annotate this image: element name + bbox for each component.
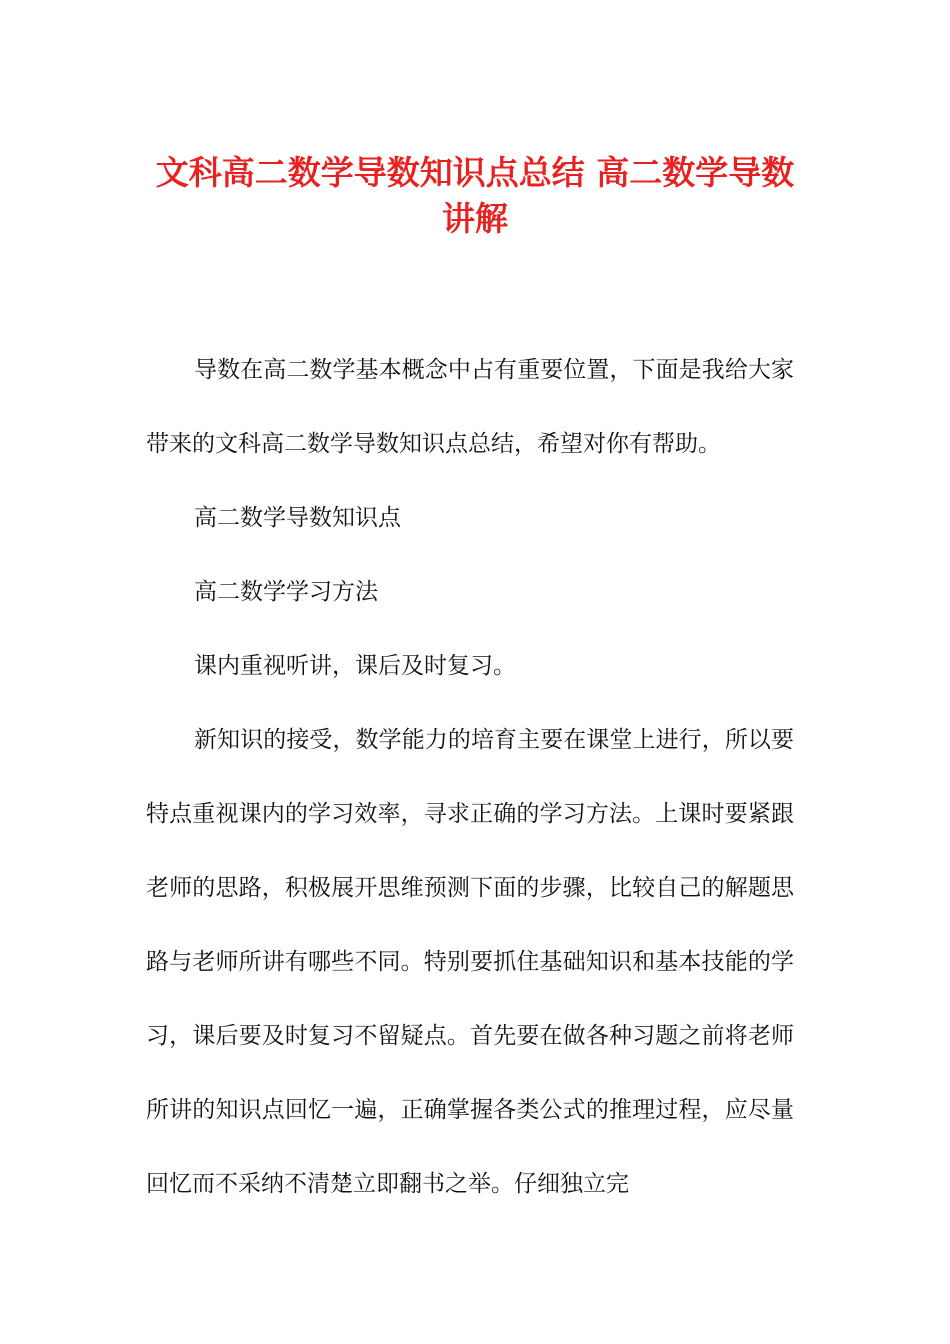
document-title: 文科高二数学导数知识点总结 高二数学导数讲解: [155, 153, 795, 238]
document-body: [146, 333, 794, 1221]
paragraph-heading-knowledge: 高二数学导数知识点: [194, 505, 401, 531]
paragraph-heading-method: 高二数学学习方法: [194, 579, 378, 605]
paragraph-intro: 导数在高二数学基本概念中占有重要位置，下面是我给大家带来的文科高二数学导数知识点总结，希望对你有帮助。: [146, 357, 794, 457]
paragraph-listen: 课内重视听讲，课后及时复习。: [194, 653, 516, 679]
paragraph-main: 新知识的接受，数学能力的培育主要在课堂上进行，所以要特点重视课内的学习效率，寻求正确的学习方法。上课时要紧跟老师的思路，积极展开思维预测下面的步骤，比较自己的解题思路与老师所讲有哪些不同。特别要抓住基础知识和基本技能的学习，课后要及时复习不留疑点。首先要在做各种习题之前将老师所讲的知识点回忆一遍，正确掌握各类公式的推理过程，应尽量回忆而不采纳不清楚立即翻书之举。仔细独立完: [146, 727, 794, 1197]
